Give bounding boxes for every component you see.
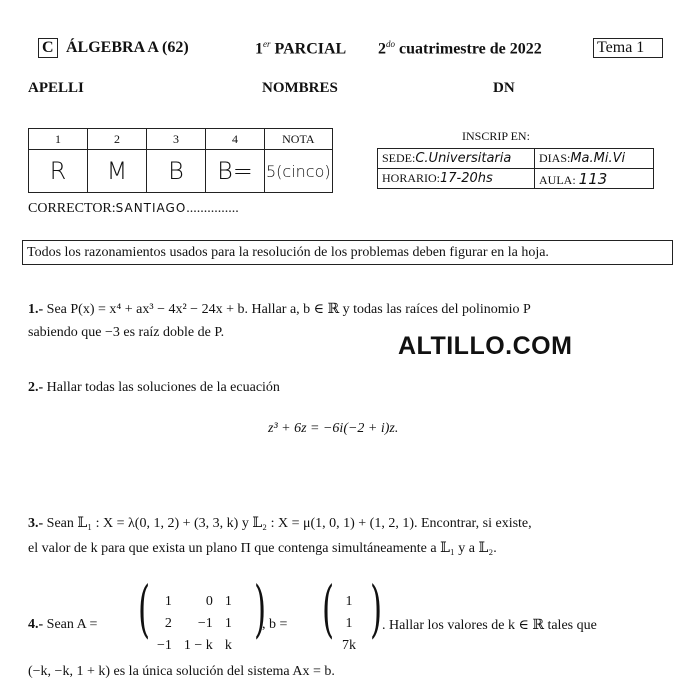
- notice-box: Todos los razonamientos usados para la resolución de los problemas deben figurar en la hoja.: [22, 240, 673, 265]
- grade-header: NOTA: [265, 129, 333, 150]
- grade-header: 1: [29, 129, 88, 150]
- final-grade: 5(cinco): [265, 150, 333, 193]
- inscripto-title: INSCRIP EN:: [462, 129, 530, 143]
- inscripto-table: SEDE:C.Universitaria DIAS:Ma.Mi.Vi HORARIO:17-20hs AULA: 113: [377, 148, 654, 189]
- problem-4: 4.- Sean A =: [28, 617, 98, 632]
- paren-left: (: [138, 572, 151, 645]
- apellido-label: APELLI: [28, 80, 84, 96]
- grade-header: 4: [206, 129, 265, 150]
- problem-1: 1.- Sea P(x) = x⁴ + ax³ − 4x² − 24x + b. Hallar a, b ∈ ℝ y todas las raíces del polinomio P: [28, 302, 531, 317]
- problem-3-line2: el valor de k para que exista un plano Π que contenga simultáneamente a 𝕃₁ y a 𝕃₂.: [28, 541, 497, 556]
- problem-2-equation: z³ + 6z = −6i(−2 + i)z.: [268, 421, 399, 436]
- watermark: ALTILLO.COM: [398, 332, 573, 360]
- exam-title: 1er PARCIAL: [255, 39, 347, 58]
- nombres-label: NOMBRES: [262, 80, 338, 96]
- vector-b: 1 1 7k: [342, 594, 356, 653]
- grade-value: R: [29, 150, 88, 193]
- paren-right: ): [370, 572, 383, 645]
- group-box: C: [38, 38, 58, 58]
- aula-value: 113: [578, 169, 608, 188]
- term: $2^{do}$ cuatrimestre de 2022: [378, 39, 542, 58]
- problem-4-line2: (−k, −k, 1 + k) es la única solución del sistema Ax = b.: [28, 664, 335, 679]
- problem-4-post: . Hallar los valores de k ∈ ℝ tales que: [382, 618, 597, 633]
- problem-1-line2: sabiendo que −3 es raíz doble de P.: [28, 325, 225, 340]
- problem-3: 3.- Sean 𝕃₁ : X = λ(0, 1, 2) + (3, 3, k) y 𝕃₂ : X = μ(1, 0, 1) + (1, 2, 1). Encontrar, si existe,: [28, 516, 532, 531]
- subject-title: ÁLGEBRA A (62): [66, 39, 189, 56]
- grade-value: B=: [206, 150, 265, 193]
- matrix-a: 1 0 1 2 −1 1 −1 1 − k k: [157, 594, 232, 653]
- paren-right: ): [254, 572, 267, 645]
- paren-left: (: [322, 572, 335, 645]
- grade-value: M: [88, 150, 147, 193]
- grades-table: [28, 128, 333, 193]
- grade-value: B: [147, 150, 206, 193]
- grade-header: 2: [88, 129, 147, 150]
- horario-value: 17-20hs: [440, 171, 493, 186]
- corrector: CORRECTOR:SANTIAGO...............: [28, 201, 239, 216]
- dni-label: DN: [493, 80, 515, 96]
- problem-2: 2.- Hallar todas las soluciones de la ecuación: [28, 380, 280, 395]
- sede-value: C.Universitaria: [415, 151, 512, 166]
- dias-value: Ma.Mi.Vi: [570, 151, 626, 166]
- grade-header: 3: [147, 129, 206, 150]
- problem-4-mid: , b =: [262, 617, 288, 632]
- tema-box: Tema 1: [593, 38, 663, 58]
